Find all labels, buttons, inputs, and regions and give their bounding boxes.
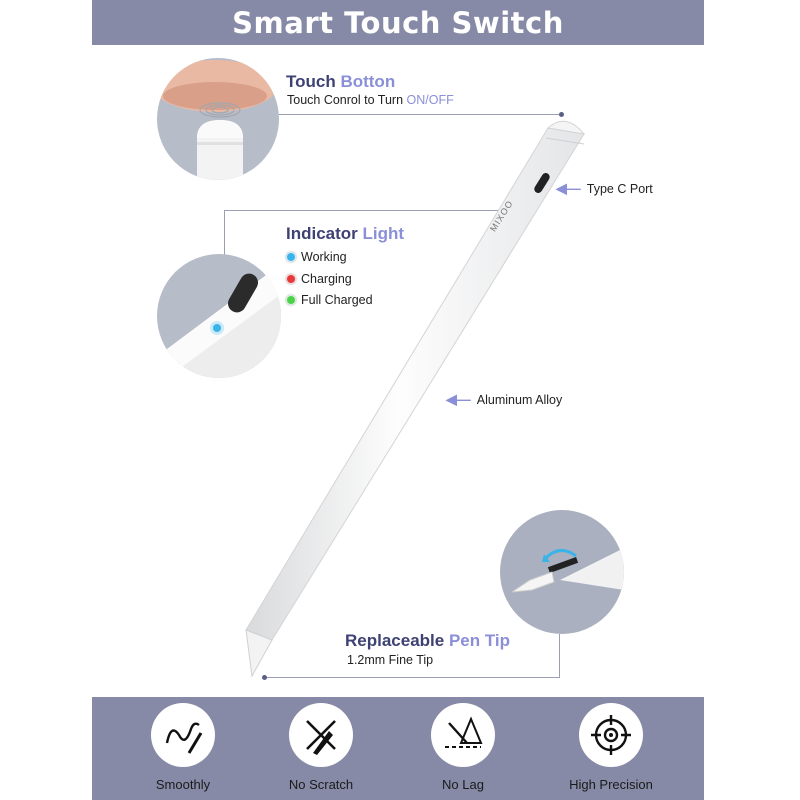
crosshair-icon <box>579 703 643 767</box>
arrow-left-icon: ◀— <box>446 391 471 407</box>
arrow-left-icon: ◀— <box>556 180 581 196</box>
feature-no-lag: No Lag <box>398 703 528 792</box>
indicator-charging: Charging <box>286 272 352 286</box>
pen-tip-title: Replaceable Pen Tip <box>345 631 511 650</box>
squiggle-pen-icon <box>151 703 215 767</box>
footer-banner <box>92 697 704 800</box>
feature-high-precision: High Precision <box>546 703 676 792</box>
feature-smoothly: Smoothly <box>118 703 248 792</box>
pen-brand-label: MIXOO <box>488 198 516 234</box>
no-scratch-icon <box>289 703 353 767</box>
pen-tip-subtitle: 1.2mm Fine Tip <box>347 653 434 667</box>
tip-leader-vertical <box>559 634 560 677</box>
aluminum-callout: ◀— Aluminum Alloy <box>446 391 563 407</box>
page-title: Smart Touch Switch <box>232 5 564 40</box>
tip-leader-horizontal <box>264 677 560 678</box>
pen-tip-photo <box>500 510 624 634</box>
feature-no-scratch: No Scratch <box>256 703 386 792</box>
type-c-callout: ◀— Type C Port <box>556 180 653 196</box>
touch-button-subtitle: Touch Conrol to Turn ON/OFF <box>287 93 454 107</box>
indicator-light-title: Indicator Light <box>286 224 405 243</box>
indicator-working: Working <box>286 250 347 264</box>
touch-button-title: Touch Botton <box>286 72 396 91</box>
no-lag-icon <box>431 703 495 767</box>
tip-leader-dot <box>262 675 267 680</box>
indicator-full-charged: Full Charged <box>286 293 373 307</box>
